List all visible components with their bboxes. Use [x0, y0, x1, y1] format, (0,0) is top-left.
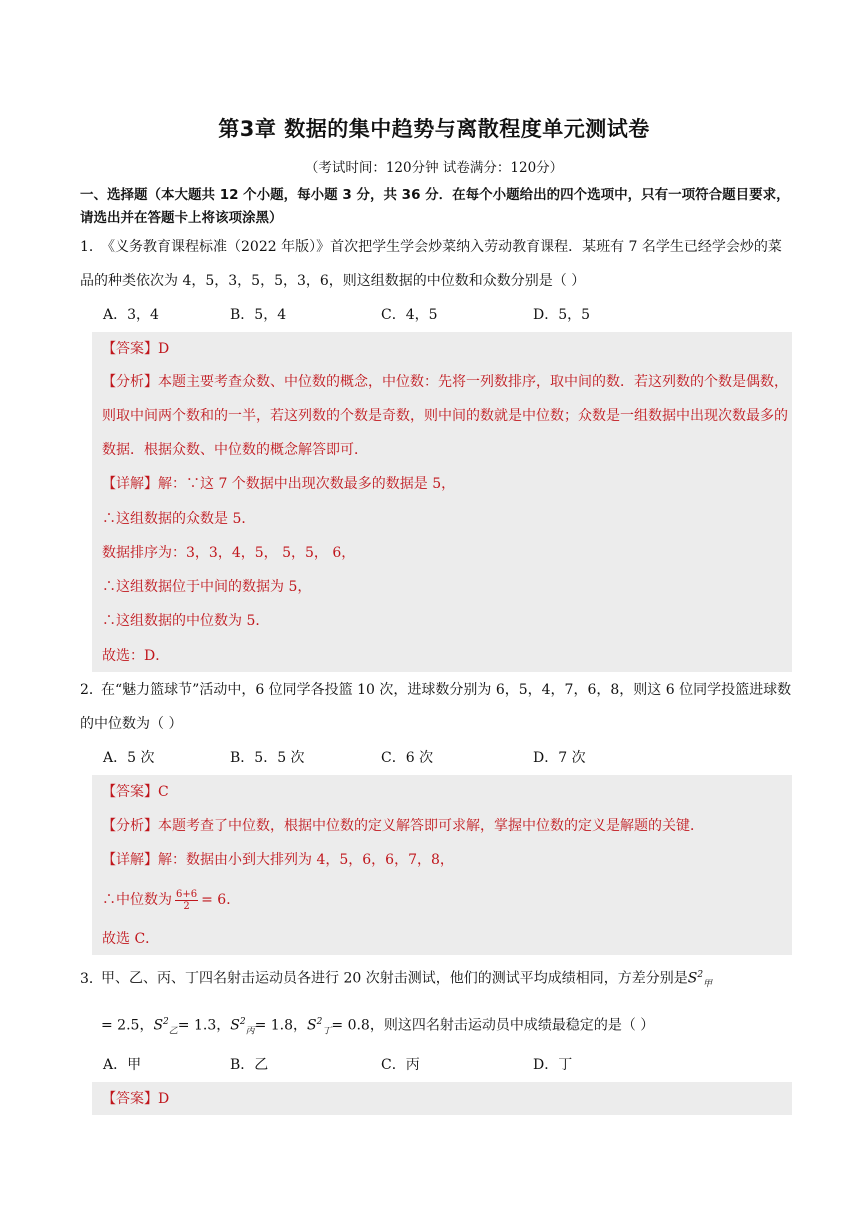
section-heading: 一、选择题（本大题共 12 个小题，每小题 3 分，共 36 分．在每个小题给出的四个选项中，只有一项符合题目要求，请选出并在答题卡上将该项涂黑） [80, 187, 790, 226]
option-a: A．5 次 [103, 750, 155, 766]
option-b: B．5．5 次 [230, 750, 305, 766]
exam-info: （考试时间：120分钟 试卷满分：120分） [304, 160, 564, 176]
detail-prefix: ∴中位数为 [102, 892, 172, 908]
detail-line: ∴这组数据的中位数为 5． [102, 613, 270, 629]
question-text: 甲、乙、丙、丁四名射击运动员各进行 20 次射击测试，他们的测试平均成绩相同，方差分别是 [101, 970, 688, 987]
answer-block-3 [92, 1082, 792, 1115]
option-d: D．7 次 [533, 750, 586, 766]
detail-line: 故选 C． [102, 931, 160, 947]
question-1 [80, 230, 792, 298]
detail-line: 【详解】解：数据由小到大排列为 4，5，6，6，7，8， [102, 852, 454, 868]
analysis-text: 【分析】本题考查了中位数，根据中位数的定义解答即可求解，掌握中位数的定义是解题的关键． [102, 818, 704, 834]
detail-suffix: = 6． [201, 892, 241, 908]
question-text: 《义务教育课程标准（2022 年版）》首次把学生学会炒菜纳入劳动教育课程．某班有 7 名学生已经学会炒的菜品的种类依次为 4，5，3，5，5，3，6，则这组数据的中位数和众数分别是（ ） [80, 239, 782, 289]
fraction [175, 889, 198, 912]
answer-label: 【答案】D [102, 1091, 170, 1107]
fraction-denominator: 2 [183, 900, 190, 912]
question-3 [80, 962, 792, 997]
question-3-continued [101, 1007, 791, 1046]
answer-block-1 [92, 332, 792, 672]
question-number: 2． [80, 682, 103, 698]
answer-label: 【答案】C [102, 784, 169, 800]
variance-value: = 1.8， [254, 1017, 308, 1034]
question-2 [80, 673, 792, 741]
variance-value: = 1.3， [177, 1017, 231, 1034]
answer-label: 【答案】D [102, 341, 170, 357]
option-a: A．3，4 [103, 307, 159, 323]
page-title: 第3章 数据的集中趋势与离散程度单元测试卷 [218, 117, 650, 141]
detail-line: ∴这组数据位于中间的数据为 5， [102, 579, 312, 595]
fraction-numerator: 6+6 [176, 888, 198, 900]
question-number: 3． [80, 970, 103, 987]
variance-symbol: $S^2_甲$ [687, 970, 713, 990]
option-d: D．丁 [533, 1057, 573, 1073]
variance-symbol: $S^2_丁$ [307, 1017, 332, 1037]
variance-value: = 0.8， [331, 1017, 384, 1034]
variance-value: = 2.5， [101, 1017, 154, 1034]
question-2-options [103, 748, 793, 768]
variance-symbol: $S^2_丙$ [230, 1017, 255, 1037]
option-d: D．5，5 [533, 307, 591, 323]
variance-symbol: $S^2_乙$ [153, 1017, 178, 1037]
option-a: A．甲 [103, 1057, 142, 1073]
detail-line: ∴这组数据的众数是 5． [102, 511, 256, 527]
detail-line: 【详解】解：∵这 7 个数据中出现次数最多的数据是 5， [102, 476, 456, 492]
detail-line: 故选：D． [102, 648, 170, 664]
option-b: B．乙 [230, 1057, 269, 1073]
question-number: 1． [80, 239, 103, 255]
analysis-text: 【分析】本题主要考查众数、中位数的概念，中位数：先将一列数排序，取中间的数．若这列数的个数是偶数，则取中间两个数和的一半，若这列数的个数是奇数，则中间的数就是中位数；众数是一组数据中出现次数最多的数据．根据众数、中位数的概念解答即可． [102, 374, 788, 458]
detail-line-formula [102, 885, 788, 915]
option-c: C．6 次 [381, 750, 434, 766]
option-c: C．4，5 [381, 307, 438, 323]
option-b: B．5，4 [230, 307, 287, 323]
option-c: C．丙 [381, 1057, 420, 1073]
question-text: 在“魅力篮球节”活动中，6 位同学各投篮 10 次，进球数分别为 6，5，4，7，6，8，则这 6 位同学投篮进球数的中位数为（ ） [80, 682, 792, 732]
question-3-options [103, 1055, 793, 1075]
detail-line: 数据排序为：3，3，4，5， 5，5， 6， [102, 545, 356, 561]
question-text: 则这四名射击运动员中成绩最稳定的是（ ） [383, 1017, 655, 1034]
question-1-options [103, 305, 793, 325]
answer-block-2 [92, 775, 792, 955]
